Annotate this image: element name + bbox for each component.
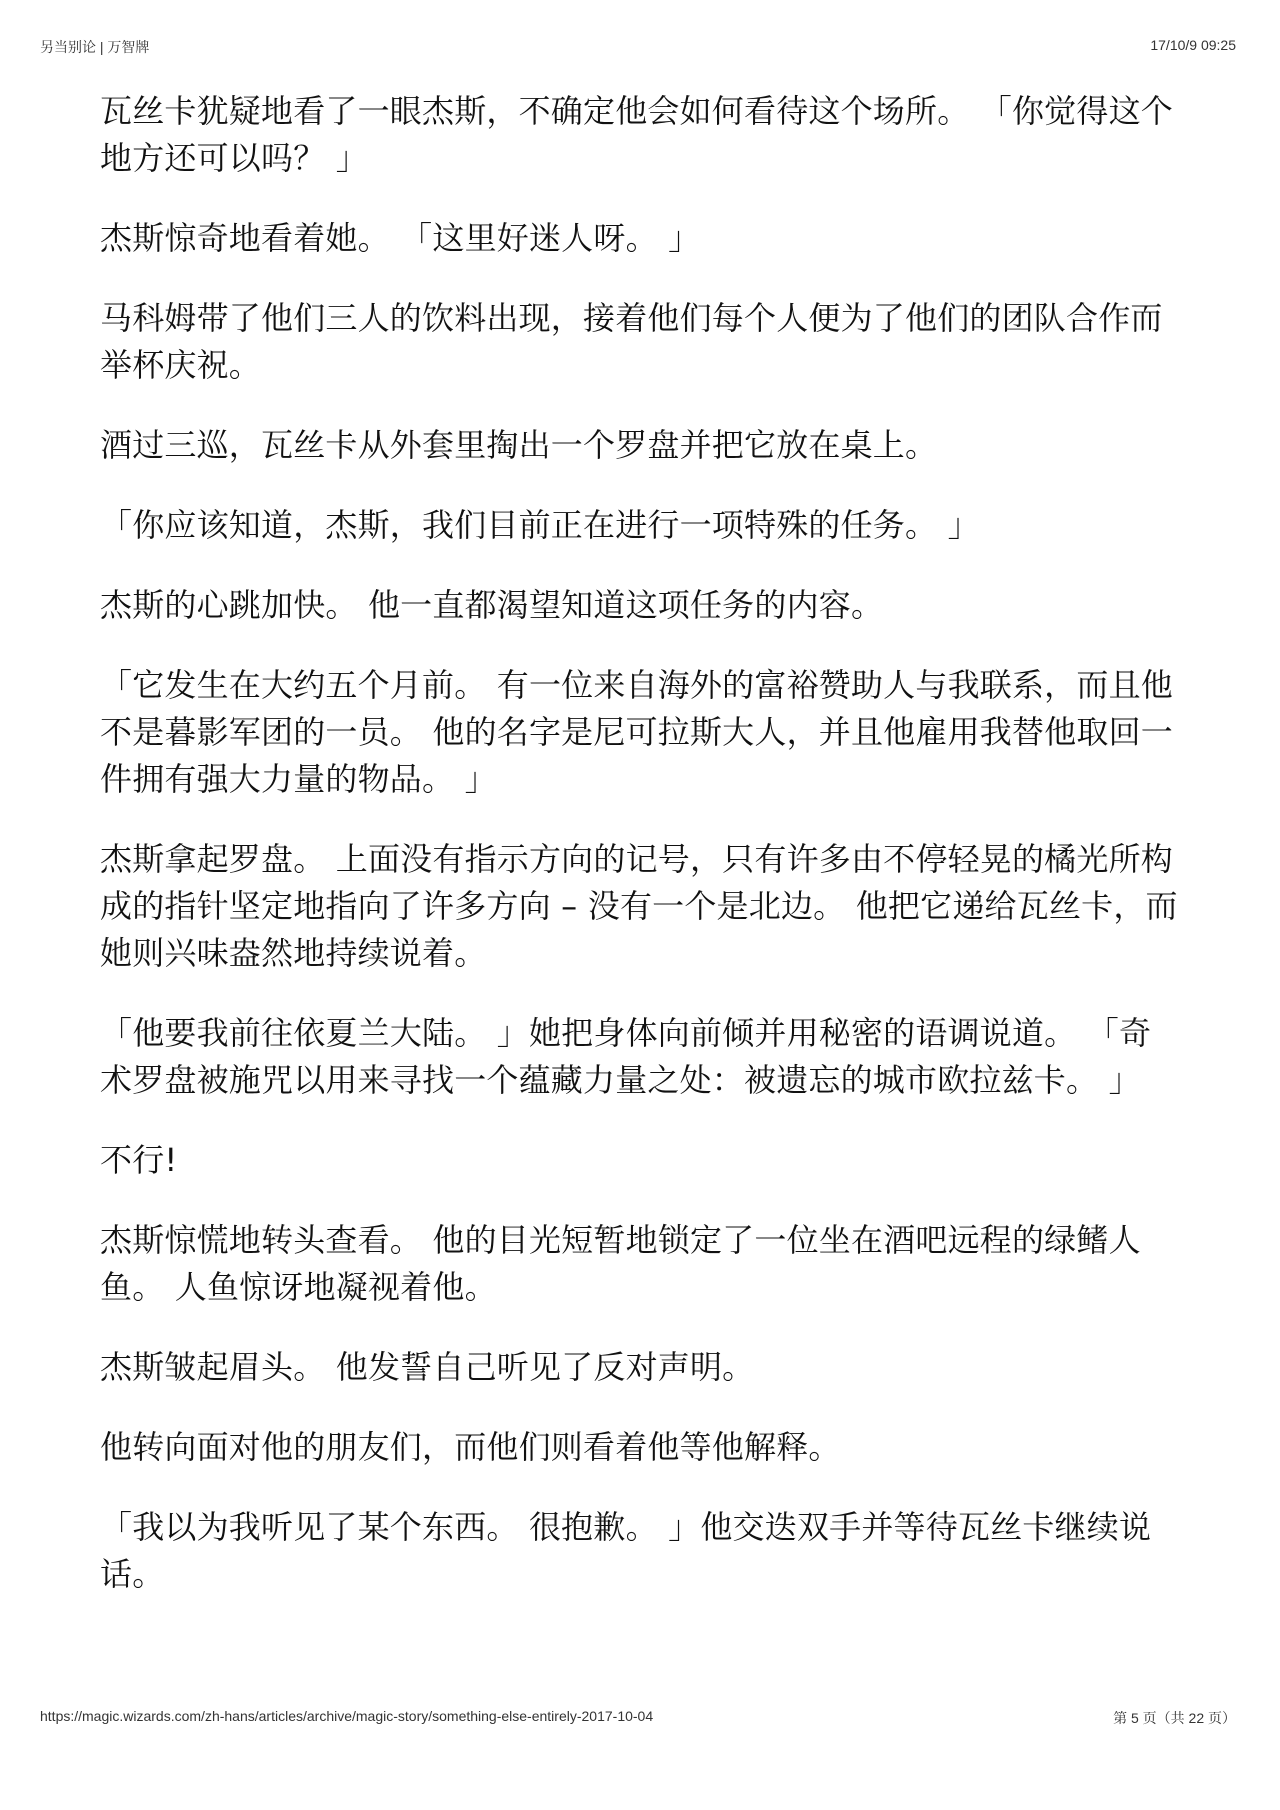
paragraph: 「你应该知道，杰斯，我们目前正在进行一项特殊的任务。 」	[100, 506, 980, 544]
paragraph: 杰斯惊奇地看着她。 「这里好迷人呀。 」	[100, 219, 701, 257]
paragraph: 杰斯的心跳加快。 他一直都渴望知道这项任务的内容。	[100, 586, 884, 624]
paragraph: 马科姆带了他们三人的饮料出现，接着他们每个人便为了他们的团队合作而举杯庆祝。	[100, 299, 1163, 384]
article-body	[100, 88, 1180, 1631]
paragraph: 他转向面对他的朋友们，而他们则看着他等他解释。	[100, 1428, 841, 1466]
paragraph: 杰斯皱起眉头。 他发誓自己听见了反对声明。	[100, 1348, 755, 1386]
page-header-title: 另当别论 | 万智牌	[40, 39, 150, 55]
paragraph: 「我以为我听见了某个东西。 很抱歉。 」他交迭双手并等待瓦丝卡继续说话。	[100, 1508, 1152, 1593]
paragraph: 「他要我前往依夏兰大陆。 」她把身体向前倾并用秘密的语调说道。 「奇术罗盘被施咒以用来寻找一个蕴藏力量之处：被遗忘的城市欧拉兹卡。 」	[100, 1014, 1152, 1099]
paragraph: 瓦丝卡犹疑地看了一眼杰斯，不确定他会如何看待这个场所。 「你觉得这个地方还可以吗？ 」	[100, 92, 1173, 177]
paragraph: 酒过三巡，瓦丝卡从外套里掏出一个罗盘并把它放在桌上。	[100, 426, 938, 464]
paragraph: 杰斯惊慌地转头查看。 他的目光短暂地锁定了一位坐在酒吧远程的绿鳍人鱼。 人鱼惊讶地凝视着他。	[100, 1221, 1141, 1306]
paragraph: 杰斯拿起罗盘。 上面没有指示方向的记号，只有许多由不停轻晃的橘光所构成的指针坚定地指向了许多方向 – 没有一个是北边。 他把它递给瓦丝卡，而她则兴味盎然地持续说着。	[100, 840, 1178, 972]
page-header-datetime: 17/10/9 09:25	[1150, 37, 1236, 53]
page-footer-url: https://magic.wizards.com/zh-hans/articles/archive/magic-story/something-else-entirely-2017-10-04	[40, 1708, 654, 1724]
paragraph: 「它发生在大约五个月前。 有一位来自海外的富裕赞助人与我联系，而且他不是暮影军团的一员。 他的名字是尼可拉斯大人，并且他雇用我替他取回一件拥有强大力量的物品。 」	[100, 666, 1173, 798]
page-footer-page-number: 第 5 页（共 22 页）	[1113, 1710, 1236, 1726]
paragraph: 不行!	[100, 1141, 178, 1179]
